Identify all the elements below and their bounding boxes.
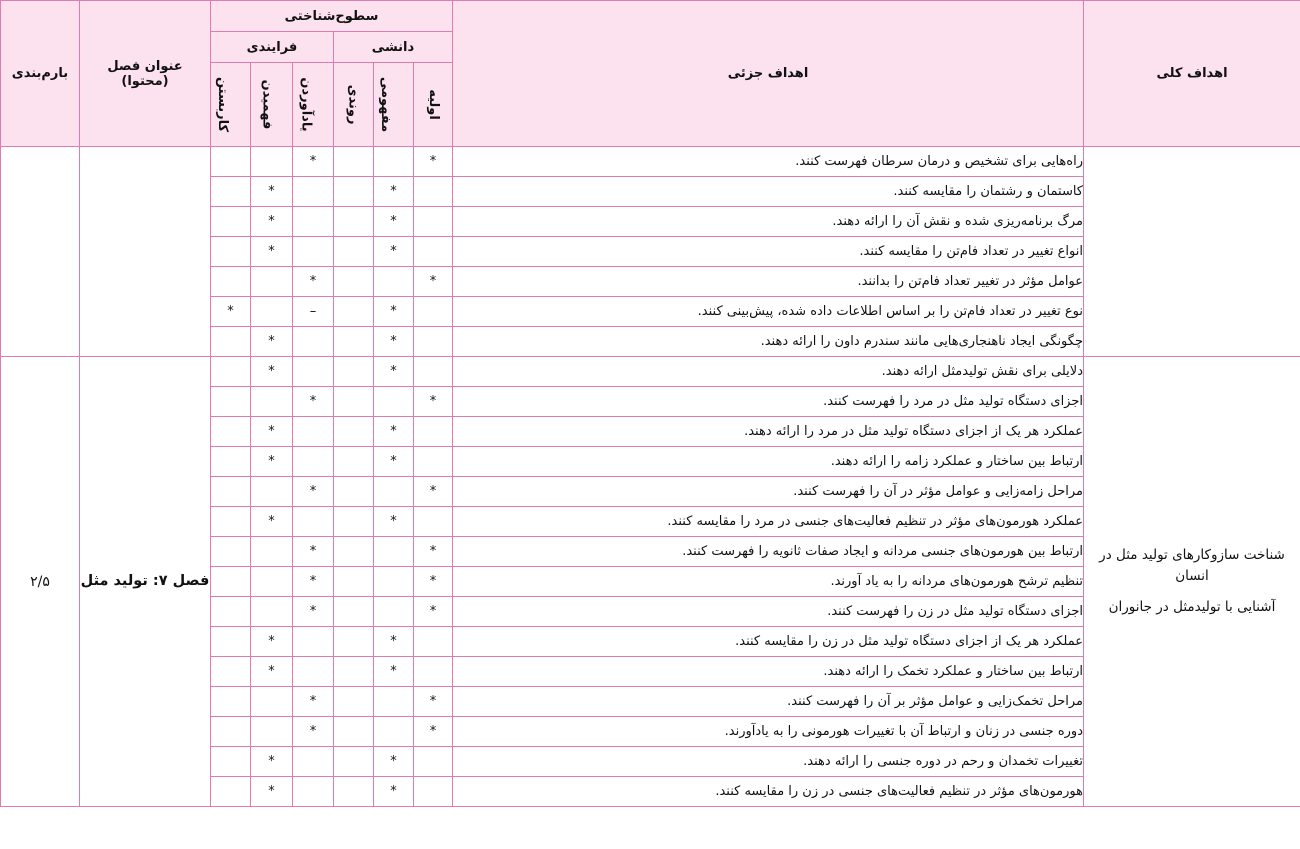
level-mark: * (414, 597, 453, 627)
level-mark (374, 387, 414, 417)
level-mark (334, 477, 374, 507)
level-mark (211, 627, 251, 657)
objective-text: عملکرد هورمون‌های مؤثر در تنظیم فعالیت‌های جنسی در مرد را مقایسه کنند. (453, 507, 1084, 537)
level-mark: * (293, 717, 334, 747)
level-mark (414, 777, 453, 807)
level-mark: * (251, 237, 293, 267)
objective-text: مرگ برنامه‌ریزی شده و نقش آن را ارائه دهند. (453, 207, 1084, 237)
level-mark (211, 717, 251, 747)
level-mark: * (251, 177, 293, 207)
level-mark (293, 417, 334, 447)
score-cell: ۲/۵ (1, 357, 80, 807)
level-mark: * (251, 747, 293, 777)
level-mark (251, 567, 293, 597)
objective-text: تنظیم ترشح هورمون‌های مردانه را به یاد آورند. (453, 567, 1084, 597)
level-mark (334, 747, 374, 777)
level-mark (414, 657, 453, 687)
level-mark (293, 747, 334, 777)
level-mark (293, 177, 334, 207)
level-mark (251, 477, 293, 507)
level-mark: * (251, 207, 293, 237)
level-mark: * (251, 357, 293, 387)
level-mark (414, 627, 453, 657)
overall-goal-cell (1084, 357, 1300, 807)
level-mark (251, 717, 293, 747)
level-mark: * (374, 657, 414, 687)
level-mark (374, 267, 414, 297)
level-mark (251, 537, 293, 567)
level-mark (211, 357, 251, 387)
header-level-recall: یادآوردن (293, 63, 334, 147)
header-level-understand: فهمیدن (251, 63, 293, 147)
level-mark (334, 357, 374, 387)
objective-text: چگونگی ایجاد ناهنجاری‌هایی مانند سندرم داون را ارائه دهند. (453, 327, 1084, 357)
level-mark: * (293, 597, 334, 627)
level-mark: * (293, 147, 334, 177)
objective-text: نوع تغییر در تعداد فام‌تن را بر اساس اطلاعات داده شده، پیش‌بینی کنند. (453, 297, 1084, 327)
objective-text: انواع تغییر در تعداد فام‌تن را مقایسه کنند. (453, 237, 1084, 267)
objective-text: دوره جنسی در زنان و ارتباط آن با تغییرات هورمونی را به یادآورند. (453, 717, 1084, 747)
level-mark (374, 147, 414, 177)
header-level-primary: اولیه (414, 63, 453, 147)
level-mark: * (374, 177, 414, 207)
objective-text: ارتباط بین ساختار و عملکرد زامه را ارائه دهند. (453, 447, 1084, 477)
level-mark (374, 567, 414, 597)
level-mark: * (251, 657, 293, 687)
objective-text: مراحل زامه‌زایی و عوامل مؤثر در آن را فهرست کنند. (453, 477, 1084, 507)
level-mark (211, 597, 251, 627)
level-mark (293, 777, 334, 807)
level-mark (211, 327, 251, 357)
level-mark (293, 447, 334, 477)
objective-text: کاستمان و رشتمان را مقایسه کنند. (453, 177, 1084, 207)
level-mark: * (251, 627, 293, 657)
header-chapter-title-line2: (محتوا) (121, 73, 169, 89)
level-mark (334, 507, 374, 537)
level-mark (334, 207, 374, 237)
level-mark: * (374, 297, 414, 327)
header-level-conceptual: مفهومی (374, 63, 414, 147)
level-mark (414, 357, 453, 387)
level-mark (251, 267, 293, 297)
level-mark (211, 567, 251, 597)
level-mark (334, 417, 374, 447)
level-mark: * (293, 267, 334, 297)
level-mark (334, 147, 374, 177)
level-mark (334, 237, 374, 267)
level-mark (374, 687, 414, 717)
objective-text: عوامل مؤثر در تغییر تعداد فام‌تن را بدانند. (453, 267, 1084, 297)
header-level-procedural: روندی (334, 63, 374, 147)
objective-text: دلایلی برای نقش تولیدمثل ارائه دهند. (453, 357, 1084, 387)
level-mark: * (211, 297, 251, 327)
level-mark (414, 177, 453, 207)
level-mark (374, 477, 414, 507)
level-mark (211, 477, 251, 507)
level-mark: * (374, 747, 414, 777)
level-mark (211, 507, 251, 537)
level-mark (211, 177, 251, 207)
level-mark (414, 417, 453, 447)
header-scoring: بارم‌بندی (1, 1, 80, 147)
header-overall-goals: اهداف کلی (1084, 1, 1300, 147)
level-mark (251, 297, 293, 327)
level-mark: * (251, 777, 293, 807)
level-mark: * (374, 207, 414, 237)
level-mark (414, 747, 453, 777)
level-mark: * (251, 447, 293, 477)
level-mark: * (374, 237, 414, 267)
header-knowledge: دانشی (334, 32, 453, 63)
header-chapter-title-line1: عنوان فصل (107, 58, 183, 74)
header-process: فرایندی (211, 32, 334, 63)
level-mark (293, 627, 334, 657)
level-mark: * (414, 387, 453, 417)
level-mark: * (414, 567, 453, 597)
overall-goal-2: آشنایی با تولیدمثل در جانوران (1108, 598, 1276, 615)
level-mark: * (251, 507, 293, 537)
level-mark (374, 597, 414, 627)
level-mark (334, 387, 374, 417)
level-mark: * (414, 147, 453, 177)
level-mark (334, 717, 374, 747)
level-mark (414, 207, 453, 237)
level-mark (251, 597, 293, 627)
level-mark: * (251, 417, 293, 447)
level-mark: * (374, 777, 414, 807)
level-mark (251, 147, 293, 177)
chapter-title-cell: فصل ۷: تولید مثل (80, 357, 211, 807)
level-mark: * (293, 687, 334, 717)
level-mark (334, 567, 374, 597)
table-row (1, 357, 1300, 387)
level-mark (251, 387, 293, 417)
header-partial-goals: اهداف جزئی (453, 1, 1084, 147)
level-mark (293, 327, 334, 357)
level-mark (414, 297, 453, 327)
level-mark (211, 237, 251, 267)
level-mark (334, 267, 374, 297)
level-mark (334, 657, 374, 687)
level-mark: * (293, 477, 334, 507)
level-mark: * (414, 267, 453, 297)
level-mark (334, 597, 374, 627)
overall-goal-cell (1084, 147, 1300, 357)
objective-text: عملکرد هر یک از اجزای دستگاه تولید مثل در زن را مقایسه کنند. (453, 627, 1084, 657)
level-mark: * (414, 687, 453, 717)
objective-text: اجزای دستگاه تولید مثل در زن را فهرست کنند. (453, 597, 1084, 627)
level-mark: * (293, 567, 334, 597)
level-mark: * (374, 357, 414, 387)
level-mark (414, 327, 453, 357)
level-mark (334, 627, 374, 657)
header-level-apply: کاربستن (211, 63, 251, 147)
level-mark (293, 237, 334, 267)
chapter-title-cell (80, 147, 211, 357)
level-mark (414, 237, 453, 267)
header-cognitive-levels: سطوح‌شناختی (211, 1, 453, 32)
level-mark (334, 777, 374, 807)
level-mark (334, 177, 374, 207)
objective-text: ارتباط بین هورمون‌های جنسی مردانه و ایجاد صفات ثانویه را فهرست کنند. (453, 537, 1084, 567)
level-mark: * (414, 477, 453, 507)
level-mark: * (293, 387, 334, 417)
level-mark (211, 687, 251, 717)
level-mark (374, 537, 414, 567)
level-mark (251, 687, 293, 717)
level-mark: * (414, 537, 453, 567)
objective-text: مراحل تخمک‌زایی و عوامل مؤثر بر آن را فهرست کنند. (453, 687, 1084, 717)
level-mark: * (374, 447, 414, 477)
level-mark: * (374, 417, 414, 447)
level-mark (211, 657, 251, 687)
level-mark (374, 717, 414, 747)
level-mark: * (251, 327, 293, 357)
level-mark (211, 387, 251, 417)
level-mark: * (374, 627, 414, 657)
level-mark (293, 357, 334, 387)
level-mark (211, 147, 251, 177)
header-chapter-title (80, 1, 211, 147)
level-mark (334, 327, 374, 357)
level-mark (334, 687, 374, 717)
objective-text: راه‌هایی برای تشخیص و درمان سرطان فهرست کنند. (453, 147, 1084, 177)
objective-text: هورمون‌های مؤثر در تنظیم فعالیت‌های جنسی در زن را مقایسه کنند. (453, 777, 1084, 807)
level-mark (414, 447, 453, 477)
score-cell (1, 147, 80, 357)
level-mark (334, 537, 374, 567)
objective-text: عملکرد هر یک از اجزای دستگاه تولید مثل در مرد را ارائه دهند. (453, 417, 1084, 447)
level-mark (293, 657, 334, 687)
objective-text: ارتباط بین ساختار و عملکرد تخمک را ارائه دهند. (453, 657, 1084, 687)
objective-text: تغییرات تخمدان و رحم در دوره جنسی را ارائه دهند. (453, 747, 1084, 777)
level-mark: – (293, 297, 334, 327)
level-mark (211, 267, 251, 297)
table-row (1, 147, 1300, 177)
level-mark: * (374, 507, 414, 537)
level-mark (211, 447, 251, 477)
level-mark (211, 207, 251, 237)
objective-text: اجزای دستگاه تولید مثل در مرد را فهرست کنند. (453, 387, 1084, 417)
level-mark (334, 447, 374, 477)
level-mark (211, 747, 251, 777)
level-mark: * (374, 327, 414, 357)
level-mark (334, 297, 374, 327)
level-mark: * (414, 717, 453, 747)
level-mark (211, 417, 251, 447)
level-mark (211, 777, 251, 807)
level-mark (414, 507, 453, 537)
level-mark: * (293, 537, 334, 567)
overall-goal-1: شناخت سازوکارهای تولید مثل در انسان (1099, 547, 1285, 585)
level-mark (293, 507, 334, 537)
level-mark (211, 537, 251, 567)
level-mark (293, 207, 334, 237)
